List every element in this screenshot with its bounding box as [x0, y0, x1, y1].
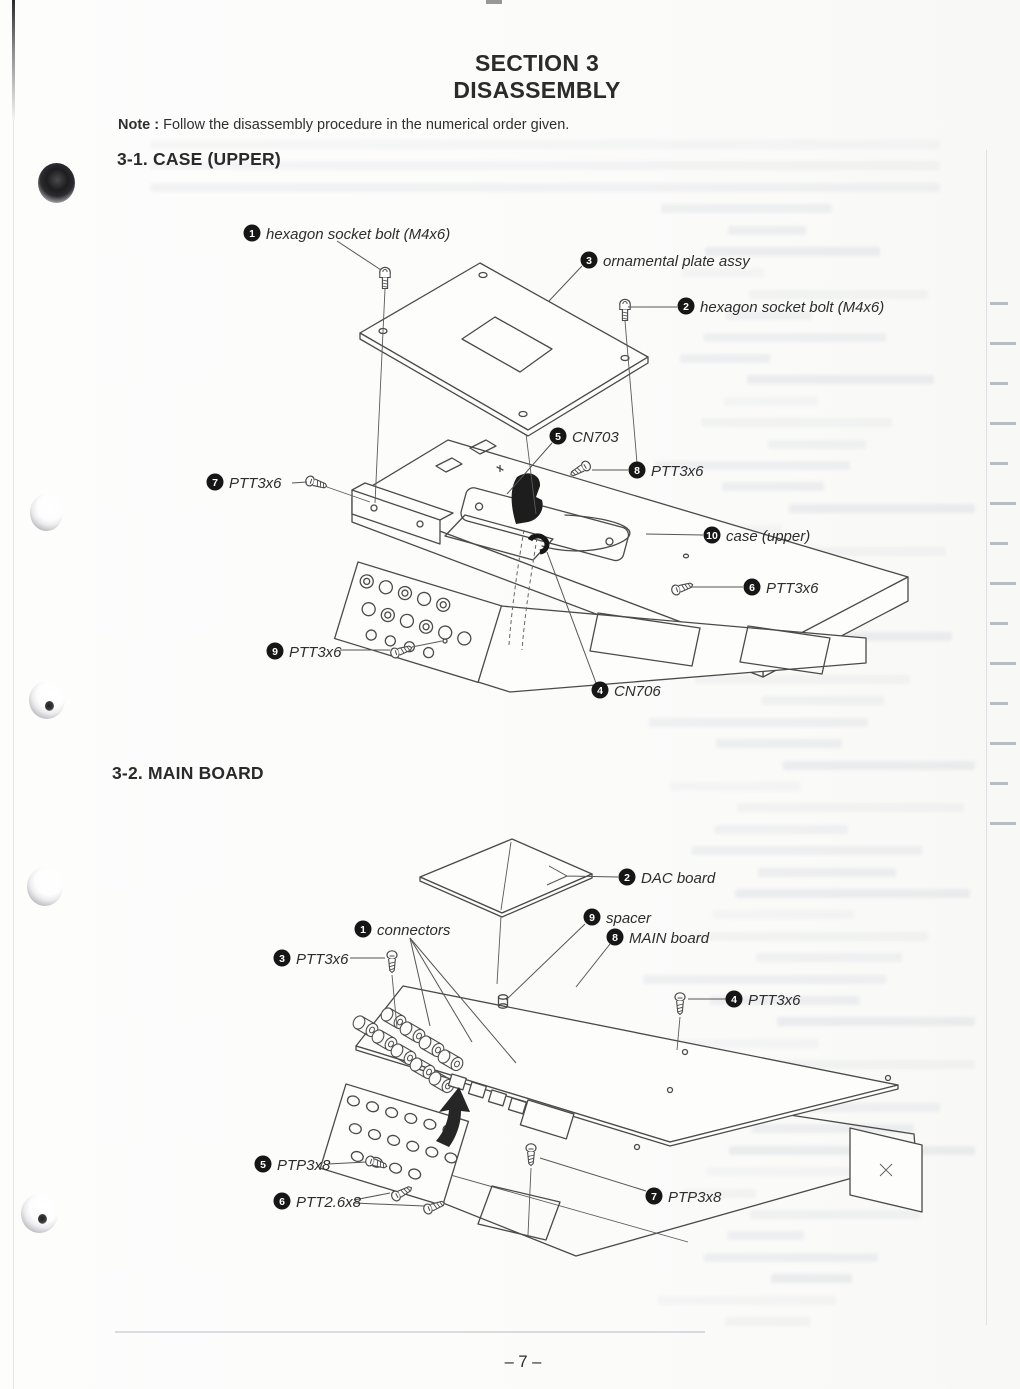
heading-case-upper: 3-1. CASE (UPPER): [117, 149, 281, 169]
svg-text:9: 9: [589, 911, 595, 924]
svg-text:ornamental plate assy: ornamental plate assy: [603, 253, 750, 270]
part-label: [355, 921, 451, 940]
svg-text:1: 1: [360, 923, 366, 936]
part-label: [274, 950, 350, 969]
svg-text:3: 3: [586, 254, 592, 267]
part-label: [255, 1156, 332, 1175]
svg-text:3: 3: [279, 952, 285, 965]
svg-text:PTT3x6: PTT3x6: [748, 992, 801, 1009]
svg-text:2: 2: [683, 300, 689, 313]
svg-text:CN706: CN706: [614, 683, 661, 700]
svg-text:PTT3x6: PTT3x6: [289, 644, 342, 661]
svg-text:2: 2: [624, 871, 630, 884]
svg-text:PTT3x6: PTT3x6: [296, 951, 349, 968]
svg-text:8: 8: [634, 464, 640, 477]
screw-icon: [387, 951, 397, 973]
hex-bolt-icon: [620, 299, 630, 320]
rear-jack-panel: [335, 562, 502, 682]
svg-text:4: 4: [597, 684, 603, 697]
section-title-line1: SECTION 3: [474, 50, 600, 76]
svg-text:spacer: spacer: [606, 910, 652, 927]
svg-text:5: 5: [260, 1158, 266, 1171]
part-label: [584, 909, 653, 928]
svg-text:7: 7: [651, 1190, 657, 1203]
screw-icon: [675, 993, 685, 1015]
part-label: [274, 1193, 362, 1212]
svg-text:hexagon socket bolt (M4x6): hexagon socket bolt (M4x6): [700, 299, 885, 316]
svg-text:PTT3x6: PTT3x6: [766, 580, 819, 597]
section-title-line2: DISASSEMBLY: [453, 77, 621, 103]
svg-text:PTT2.6x8: PTT2.6x8: [296, 1194, 362, 1211]
svg-text:6: 6: [279, 1195, 285, 1208]
svg-text:8: 8: [612, 931, 618, 944]
svg-text:9: 9: [272, 645, 278, 658]
part-label: [244, 225, 451, 244]
svg-text:PTP3x8: PTP3x8: [668, 1189, 722, 1206]
hex-bolt-icon: [380, 267, 390, 288]
part-label: [581, 252, 752, 271]
note-text: Follow the disassembly procedure in the numerical order given.: [163, 117, 570, 133]
part-label: [207, 474, 283, 493]
svg-text:PTP3x8: PTP3x8: [277, 1157, 331, 1174]
alignment-line: [497, 916, 501, 984]
svg-text:MAIN board: MAIN board: [629, 930, 710, 947]
part-label: [592, 682, 662, 701]
svg-text:connectors: connectors: [377, 922, 451, 939]
svg-text:PTT3x6: PTT3x6: [229, 475, 282, 492]
part-label: [726, 991, 802, 1010]
part-label: [619, 869, 716, 888]
screw-icon: [568, 460, 592, 480]
svg-text:case (upper): case (upper): [726, 528, 811, 545]
part-label: [629, 462, 705, 481]
heading-main-board: 3-2. MAIN BOARD: [112, 763, 264, 783]
svg-text:PTT3x6: PTT3x6: [651, 463, 704, 480]
svg-text:6: 6: [749, 581, 755, 594]
page-number: – 7 –: [504, 1353, 542, 1371]
part-label: [607, 929, 710, 948]
dac-board: [420, 839, 592, 917]
screw-icon: [304, 475, 328, 491]
screw-icon: [526, 1144, 536, 1166]
svg-text:DAC board: DAC board: [641, 870, 716, 887]
diagram-case-upper: [207, 225, 909, 701]
part-label: [646, 1188, 723, 1207]
svg-text:CN703: CN703: [572, 429, 619, 446]
part-label: [550, 428, 620, 447]
part-label: [744, 579, 820, 598]
part-label: [678, 298, 885, 317]
svg-text:hexagon socket bolt (M4x6): hexagon socket bolt (M4x6): [266, 226, 451, 243]
svg-text:4: 4: [731, 993, 737, 1006]
svg-text:1: 1: [249, 227, 255, 240]
note-label: Note :: [118, 117, 160, 133]
alignment-line: [625, 321, 637, 463]
ornamental-plate: [360, 263, 648, 436]
part-label: [267, 643, 343, 662]
svg-text:5: 5: [555, 430, 561, 443]
svg-text:7: 7: [212, 476, 218, 489]
alignment-line: [528, 1168, 531, 1235]
diagram-main-board: [255, 839, 923, 1256]
svg-text:10: 10: [706, 529, 718, 542]
